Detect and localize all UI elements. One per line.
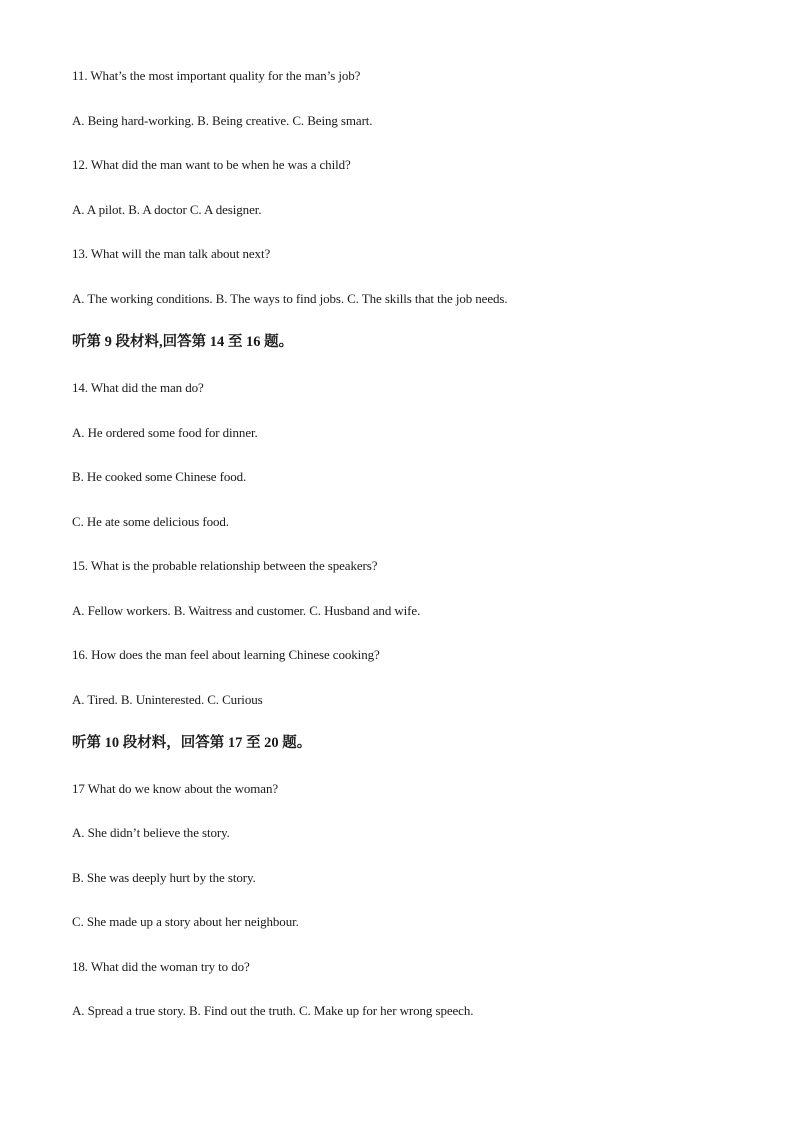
section-heading-10: 听第 10 段材料，回答第 17 至 20 题。 bbox=[72, 735, 312, 751]
question-14: 14. What did the man do? bbox=[72, 380, 204, 395]
question-15: 15. What is the probable relationship between the speakers? bbox=[72, 558, 378, 573]
question-11-options: A. Being hard-working. B. Being creative. C. Being smart. bbox=[72, 113, 373, 128]
question-13-options: A. The working conditions. B. The ways to find jobs. C. The skills that the job needs. bbox=[72, 291, 508, 306]
question-11: 11. What’s the most important quality for the man’s job? bbox=[72, 68, 361, 83]
question-17: 17 What do we know about the woman? bbox=[72, 781, 279, 796]
question-13: 13. What will the man talk about next? bbox=[72, 246, 271, 261]
question-16-options: A. Tired. B. Uninterested. C. Curious bbox=[72, 692, 263, 707]
section-heading-9: 听第 9 段材料,回答第 14 至 16 题。 bbox=[72, 334, 294, 350]
question-14-option-c: C. He ate some delicious food. bbox=[72, 514, 229, 529]
question-17-option-a: A. She didn’t believe the story. bbox=[72, 825, 230, 840]
question-12: 12. What did the man want to be when he was a child? bbox=[72, 157, 351, 172]
question-14-option-b: B. He cooked some Chinese food. bbox=[72, 469, 247, 484]
question-17-option-b: B. She was deeply hurt by the story. bbox=[72, 870, 256, 885]
question-14-option-a: A. He ordered some food for dinner. bbox=[72, 425, 258, 440]
question-18: 18. What did the woman try to do? bbox=[72, 959, 250, 974]
question-16: 16. How does the man feel about learning Chinese cooking? bbox=[72, 647, 380, 662]
question-12-options: A. A pilot. B. A doctor C. A designer. bbox=[72, 202, 262, 217]
question-17-option-c: C. She made up a story about her neighbour. bbox=[72, 914, 299, 929]
question-15-options: A. Fellow workers. B. Waitress and customer. C. Husband and wife. bbox=[72, 603, 421, 618]
question-18-options: A. Spread a true story. B. Find out the truth. C. Make up for her wrong speech. bbox=[72, 1003, 474, 1018]
